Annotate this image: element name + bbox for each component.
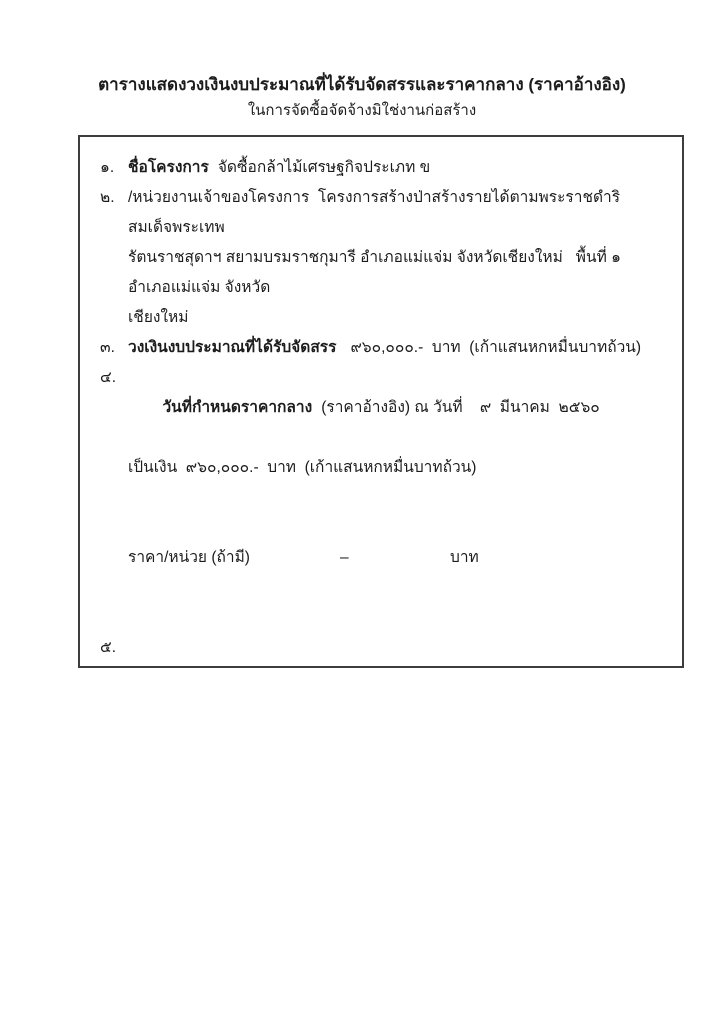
- agency-line-3: เชียงใหม่: [128, 309, 189, 326]
- agency-line-1: /หน่วยงานเจ้าของโครงการ โครงการสร้างป่าสร้างรายได้ตามพระราชดำริ สมเด็จพระเทพ: [128, 189, 625, 236]
- unit-price-label: ราคา/หน่วย (ถ้ามี): [128, 549, 250, 566]
- unit-price-row: [128, 543, 668, 573]
- project-name-label: ชื่อโครงการ: [128, 159, 209, 176]
- project-name-value: จัดซื้อกล้าไม้เศรษฐกิจประเภท ข: [217, 159, 431, 176]
- item-content: [128, 363, 668, 633]
- item-agency: [100, 183, 668, 333]
- item-content: [128, 633, 668, 668]
- item-number: ๒.: [100, 189, 115, 206]
- price-date-label: วันที่กำหนดราคากลาง: [162, 399, 313, 416]
- budget-label: วงเงินงบประมาณที่ได้รับจัดสรร: [128, 339, 337, 356]
- item-content: [128, 153, 668, 183]
- item-number: ๑.: [100, 159, 115, 176]
- price-date-amount-line: เป็นเงิน ๙๖๐,๐๐๐.- บาท (เก้าแสนหกหมื่นบาทถ้วน): [128, 459, 477, 476]
- item-budget: [100, 333, 668, 363]
- unit-price-value: –: [340, 549, 349, 566]
- agency-line-2: รัตนราชสุดาฯ สยามบรมราชกุมารี อำเภอแม่แจ่ม จังหวัดเชียงใหม่ พื้นที่ ๑ อำเภอแม่แจ่ม จังหวัด: [128, 249, 630, 296]
- item-content: [128, 183, 668, 333]
- item-number: ๔.: [100, 369, 117, 386]
- item-project-name: [100, 153, 668, 183]
- item-number: ๓.: [100, 339, 115, 356]
- budget-amount: ๙๖๐,๐๐๐.- บาท (เก้าแสนหกหมื่นบาทถ้วน): [350, 339, 642, 356]
- price-date-line: [162, 399, 599, 416]
- item-number: ๕.: [100, 639, 117, 656]
- budget-info-box: [78, 135, 684, 668]
- document-subtitle: ในการจัดซื้อจัดจ้างมิใช่งานก่อสร้าง: [247, 102, 477, 119]
- item-price-source: [100, 633, 668, 668]
- item-content: [128, 333, 668, 363]
- document-title: ตารางแสดงวงเงินงบประมาณที่ได้รับจัดสรรและราคากลาง (ราคาอ้างอิง): [98, 75, 626, 94]
- unit-price-suffix: บาท: [450, 549, 479, 566]
- price-date-value: (ราคาอ้างอิง) ณ วันที่ ๙ มีนาคม ๒๕๖๐: [321, 399, 600, 416]
- item-price-date: [100, 363, 668, 633]
